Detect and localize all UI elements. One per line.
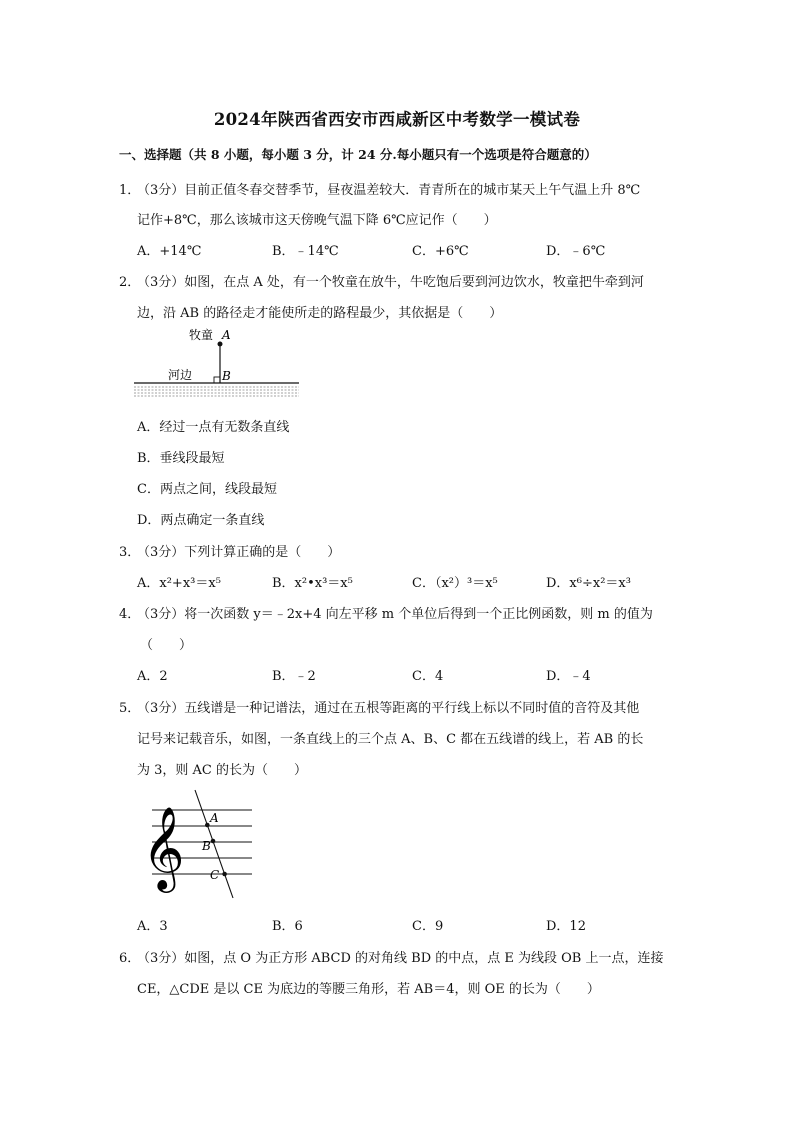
river-label: 河边 — [168, 368, 193, 382]
question-2-line-2: 边，沿 AB 的路径走才能使所走的路程最少，其依据是（ ） — [137, 306, 503, 321]
question-4-option-c: C．4 — [412, 669, 444, 684]
question-4-option-d: D．﹣4 — [546, 669, 591, 684]
question-1-option-d: D．﹣6℃ — [546, 244, 606, 259]
question-1-option-c: C．+6℃ — [412, 244, 469, 259]
page-title: 2024年陕西省西安市西咸新区中考数学一模试卷 — [213, 110, 581, 129]
question-5-number: 5． — [119, 701, 141, 716]
question-1-option-a: A．+14℃ — [137, 244, 202, 259]
treble-clef-icon: 𝄞 — [142, 805, 185, 889]
question-5-option-d: D．12 — [546, 919, 586, 934]
question-4-line-2: （ ） — [140, 638, 193, 653]
question-5-line-2: 记号来记载音乐，如图，一条直线上的三个点 A、B、C 都在五线谱的线上，若 AB 的长 — [137, 732, 644, 747]
question-3-option-b: B．x²•x³＝x⁵ — [272, 576, 353, 591]
point-a-label: A — [210, 811, 219, 825]
herder-label: 牧童 — [189, 328, 214, 342]
question-6-line-1: （3分）如图，点 O 为正方形 ABCD 的对角线 BD 的中点，点 E 为线段 OB 上一点，连接 — [137, 951, 664, 966]
question-3-option-c: C．（x²）³＝x⁵ — [412, 576, 498, 591]
staff-figure — [140, 788, 260, 900]
question-5-line-3: 为 3，则 AC 的长为（ ） — [137, 763, 308, 778]
question-2-option-a: A．经过一点有无数条直线 — [137, 420, 290, 435]
question-2-line-1: （3分）如图，在点 A 处，有一个牧童在放牛，牛吃饱后要到河边饮水，牧童把牛牵到河 — [137, 275, 644, 290]
point-b-label: B — [202, 839, 211, 853]
section-heading: 一、选择题（共 8 小题，每小题 3 分，计 24 分.每小题只有一个选项是符合题意的） — [119, 147, 597, 162]
question-4-option-a: A．2 — [137, 669, 168, 684]
question-2-option-d: D．两点确定一条直线 — [137, 513, 265, 528]
point-c-dot — [222, 872, 227, 877]
point-b-label: B — [222, 369, 231, 383]
point-b-dot — [211, 839, 216, 844]
point-a-label: A — [222, 328, 231, 342]
river-figure — [134, 324, 304, 404]
right-angle-mark — [214, 377, 220, 383]
question-3-number: 3． — [119, 545, 141, 560]
question-2-number: 2． — [119, 275, 141, 290]
point-a-dot — [205, 823, 210, 828]
question-5-option-c: C．9 — [412, 919, 444, 934]
question-1-number: 1． — [119, 183, 141, 198]
question-6-number: 6． — [119, 951, 141, 966]
question-5-option-a: A．3 — [137, 919, 168, 934]
question-3-option-a: A．x²+x³＝x⁵ — [137, 576, 221, 591]
question-4-option-b: B．﹣2 — [272, 669, 316, 684]
question-4-number: 4． — [119, 607, 141, 622]
question-3-option-d: D．x⁶÷x²＝x³ — [546, 576, 631, 591]
question-3-stem: （3分）下列计算正确的是（ ） — [137, 545, 341, 560]
question-2-option-c: C．两点之间，线段最短 — [137, 482, 277, 497]
question-1-line-2: 记作+8℃，那么该城市这天傍晚气温下降 6℃应记作（ ） — [137, 213, 497, 228]
question-5-option-b: B．6 — [272, 919, 303, 934]
question-2-option-b: B．垂线段最短 — [137, 451, 225, 466]
point-c-label: C — [210, 868, 220, 882]
question-5-line-1: （3分）五线谱是一种记谱法，通过在五根等距离的平行线上标以不同时值的音符及其他 — [137, 701, 640, 716]
question-4-line-1: （3分）将一次函数 y＝﹣2x+4 向左平移 m 个单位后得到一个正比例函数，则 m 的值为 — [137, 607, 653, 622]
question-6-line-2: CE，△CDE 是以 CE 为底边的等腰三角形，若 AB＝4，则 OE 的长为（ ） — [137, 982, 600, 997]
question-1-option-b: B．﹣14℃ — [272, 244, 339, 259]
question-1-line-1: （3分）目前正值冬春交替季节，昼夜温差较大．青青所在的城市某天上午气温上升 8℃ — [137, 183, 641, 198]
